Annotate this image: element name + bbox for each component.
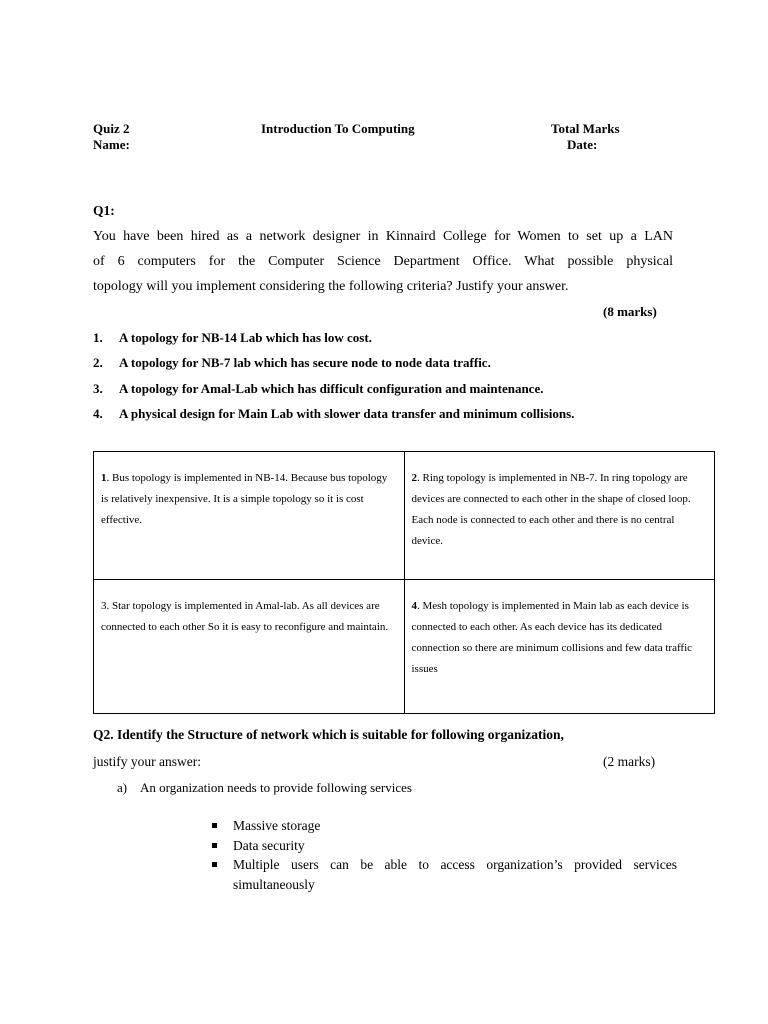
- answer-number: 2: [411, 472, 417, 484]
- answer-text: 3. Star topology is implemented in Amal-lab. As all devices are connected to each other So it is easy to reconfigure and maintain.: [101, 600, 389, 633]
- table-row: [94, 452, 715, 580]
- criteria-text: A topology for Amal-Lab which has difficult configuration and maintenance.: [119, 381, 544, 396]
- q1-line-3: topology will you implement considering the following criteria? Justify your answer.: [93, 279, 569, 294]
- criteria-number: 1.: [93, 330, 103, 345]
- list-item-text: Multiple users can be able to access organization’s provided services simultaneously: [233, 857, 677, 892]
- answer-text: . Ring topology is implemented in NB-7. In ring topology are devices are connected to each other in the shape of closed loop. Each node is connected to each other and there is no central device.: [411, 472, 691, 547]
- item-a-text: An organization needs to provide following services: [140, 780, 412, 795]
- answer-cell-2: [404, 452, 715, 580]
- quiz-label: Quiz 2: [93, 121, 130, 136]
- answer-number: 1: [101, 472, 107, 484]
- answer-text: . Bus topology is implemented in NB-14. Because bus topology is relatively inexpensive. It is a simple topology so it is cost effective.: [101, 472, 388, 526]
- answer-cell-1: [94, 452, 405, 580]
- answers-table: [93, 451, 715, 714]
- answer-number: 4: [411, 600, 417, 612]
- list-item: [212, 836, 677, 856]
- name-label: Name:: [93, 137, 130, 152]
- q1-label: Q1:: [93, 203, 115, 218]
- q2-title: Q2. Identify the Structure of network which is suitable for following organization,: [93, 727, 564, 742]
- list-item-text: Massive storage: [233, 818, 321, 833]
- criteria-item: [93, 330, 372, 346]
- q1-line-1: You have been hired as a network designer in Kinnaird College for Women to set up a LAN: [93, 229, 673, 244]
- bullet-square-icon: [212, 843, 217, 848]
- criteria-item: [93, 355, 491, 371]
- criteria-item: [93, 381, 543, 397]
- bullet-square-icon: [212, 823, 217, 828]
- total-marks-label: Total Marks: [551, 121, 620, 136]
- item-a-label: a): [117, 780, 128, 795]
- answer-cell-3: [94, 580, 405, 714]
- criteria-text: A topology for NB-7 lab which has secure node to node data traffic.: [119, 355, 491, 370]
- list-item-text: Data security: [233, 837, 305, 853]
- answer-text: . Mesh topology is implemented in Main lab as each device is connected to each other. As each device has its dedicated connection so there are minimum collisions and few data traffic issues: [411, 600, 693, 675]
- item-a: [117, 780, 412, 796]
- answer-cell-4: [404, 580, 715, 714]
- bullet-square-icon: [212, 862, 217, 867]
- criteria-number: 2.: [93, 355, 103, 370]
- criteria-text: A physical design for Main Lab with slower data transfer and minimum collisions.: [119, 406, 575, 421]
- list-item: [212, 855, 677, 894]
- q1-marks: (8 marks): [603, 304, 657, 319]
- date-label: Date:: [567, 137, 598, 152]
- q2-subtitle: justify your answer:: [93, 754, 201, 769]
- q2-marks: (2 marks): [603, 754, 656, 769]
- q1-question-text: [93, 224, 673, 299]
- criteria-number: 4.: [93, 406, 103, 421]
- services-list: [212, 816, 677, 894]
- list-item: [212, 816, 677, 836]
- criteria-item: [93, 406, 574, 422]
- criteria-text: A topology for NB-14 Lab which has low cost.: [119, 330, 372, 345]
- course-title: Introduction To Computing: [261, 121, 415, 136]
- q1-line-2: of 6 computers for the Computer Science Department Office. What possible physical: [93, 254, 673, 269]
- criteria-number: 3.: [93, 381, 103, 396]
- table-row: [94, 580, 715, 714]
